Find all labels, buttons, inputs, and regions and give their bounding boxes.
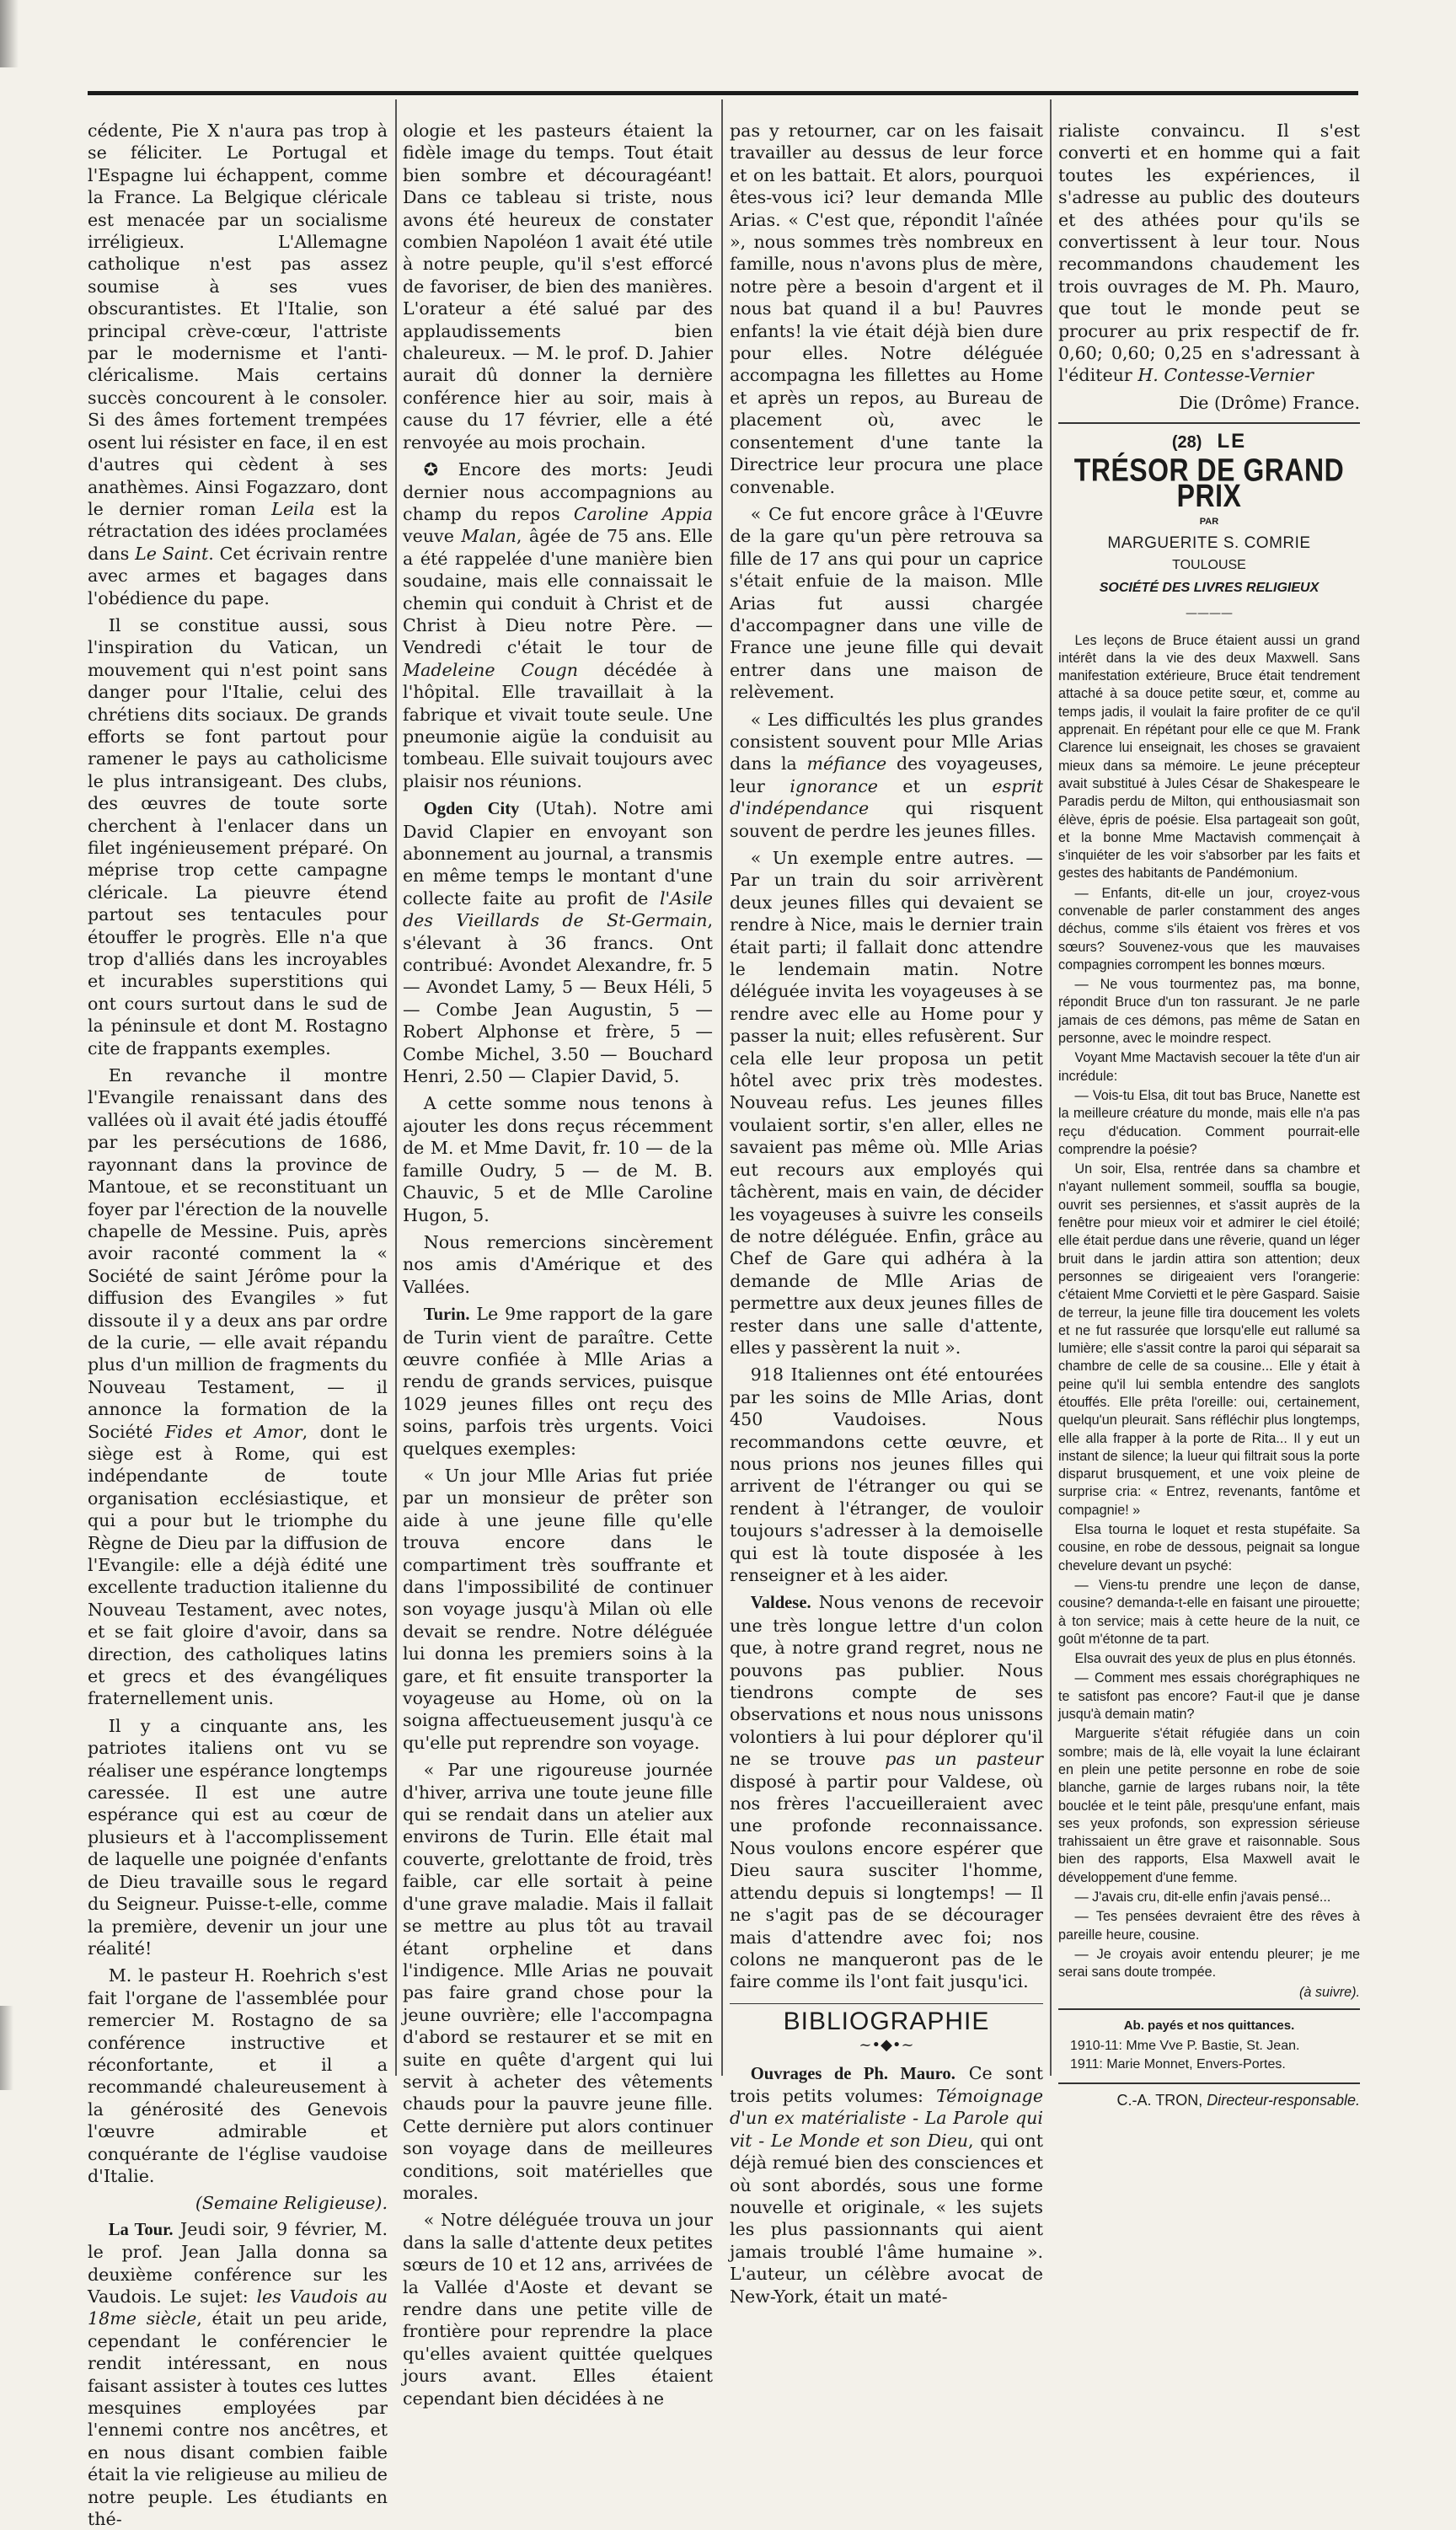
feuilleton-article: LE (1217, 430, 1247, 453)
place-heading: Ogden City (423, 800, 520, 819)
column-divider (721, 99, 723, 2076)
article-paragraph: Nous remercions sincèrement nos amis d'Amérique et des Vallées. (403, 1231, 713, 1297)
article-paragraph: M. le pasteur H. Roehrich s'est fait l'organe de l'assemblée pour remercier M. Rostagno de sa conférence instructive et réconfortante, et il a recommandé chaleureusement à la générosité des Genevois l'œuvre admirable et conquérante de l'église vaudoise d'Italie. (88, 1965, 388, 2186)
article-paragraph: « Par une rigoureuse journée d'hiver, arriva une toute jeune fille qui se rendait dans un atelier aux environs de Turin. Elle était mal couverte, grelottante de froid, très faible, car elle sortait à peine d'une grave maladie. Mais il fallait se mettre au plus tôt au travail étant orpheline et dans l'indigence. Mlle Arias ne pouvait pas faire grand chose pour la jeune ouvrière; elle l'accompagna d'abord se restaurer et se mit en suite en quête d'argent qui lui servit à acheter des vêtements chauds pour la pauvre jeune fille. Cette dernière put alors continuer son voyage dans de meilleures conditions, soit matérielles que morales. (403, 1760, 713, 2203)
feuilleton-publisher: SOCIÉTÉ DES LIVRES RELIGIEUX (1099, 580, 1320, 595)
feuilleton-paragraph: — Viens-tu prendre une leçon de danse, cousine? demanda-t-elle en faisant une pirouette; à ton service; mais à cette heure de la nuit, ce goût m'étonne de ta part. (1058, 1577, 1360, 1647)
article-paragraph: « Les difficultés les plus grandes consistent souvent pour Mlle Arias dans la méfiance des voyageuses, leur ignorance et un esprit d'indépendance qui risquent souvent de perdre les jeunes filles. (730, 709, 1044, 841)
section-title-bibliographie: BIBLIOGRAPHIE (730, 2003, 1043, 2033)
feuilleton-paragraph: — Enfants, dit-elle un jour, croyez-vous convenable de parler constamment des anges déchus, comme s'ils étaient vos frères et vos sœurs? Souvenez-vous que les mauvaises compagnies corrompent les bonnes mœurs. (1058, 885, 1360, 973)
feuilleton-body (1058, 632, 1360, 2002)
article-paragraph: ologie et les pasteurs étaient la fidèle image du temps. Tout était bien sombre et découragéant! Dans ce tableau si triste, nous avons été heureux de constater combien Napoléon 1 avait été utile à notre peuple, qu'il s'est efforcé de favoriser, de bien des manières. L'orateur a été salué par des applaudissements bien chaleureux. — M. le prof. D. Jahier aurait dû donner la dernière conférence hier au soir, mais à cause du 17 février, elle a été renvoyée au mois prochain. (403, 121, 713, 453)
article-paragraph: rialiste convaincu. Il s'est converti et en homme qui a fait toutes les expériences, il s'adresse au public des douteurs et des athées pour qu'ils se convertissent à leur tour. Nous recommandons chaudement les trois ouvrages de M. Ph. Mauro, que tout le monde peut se procurer au prix respectif de fr. 0,60; 0,60; 0,25 en s'adressant à l'éditeur H. Contesse-Vernier (1058, 121, 1360, 386)
feuilleton-paragraph: — Vois-tu Elsa, dit tout bas Bruce, Nanette est la meilleure créature du monde, mais elle n'a pas reçu d'éducation. Comment pourrait-elle comprendre la poésie? (1058, 1087, 1360, 1157)
article-paragraph: « Un jour Mlle Arias fut priée par un monsieur de prêter son aide à une jeune fille qu'elle trouva encore dans le compartiment très souffrante et dans l'impossibilité de continuer son voyage jusqu'à Milan où elle devait se rendre. Notre déléguée lui donna les premiers soins à la gare, et fit ensuite transporter la voyageuse au Home, où on la soigna affectueusement jusqu'à ce qu'elle put reprendre son voyage. (403, 1465, 713, 1753)
article-paragraph: 918 Italiennes ont été entourées par les soins de Mlle Arias, dont 450 Vaudoises. Nous recommandons cette œuvre, et nous prions nos jeunes filles qui arrivent de l'étranger ou qui se rendent à l'étranger, de vouloir toujours s'adresser à la demoiselle qui est là toute disposée à les renseigner et à les aider. (730, 1364, 1043, 1585)
feuilleton-paragraph: — Tes pensées devraient être des rêves à pareille heure, cousine. (1058, 1909, 1360, 1943)
column-2 (403, 120, 714, 2409)
place-heading: La Tour. (108, 2220, 174, 2239)
feuilleton-paragraph: Elsa tourna le loquet et resta stupéfaite. Sa cousine, en robe de dessous, peignait sa longue chevelure devant un psyché: (1058, 1522, 1360, 1573)
subscription-line: 1910-11: Mme Vve P. Bastie, St. Jean. (1070, 2039, 1300, 2054)
article-paragraph: Il y a cinquante ans, les patriotes italiens ont vu se réaliser une espérance longtemps caressée. Il est une autre espérance qui est au cœur de plusieurs et à l'accomplissement de laquelle une poignée d'enfants de Dieu travaille sous le regard du Seigneur. Puisse-t-elle, comme la première, devenir un jour une réalité! (88, 1715, 388, 1959)
ornament-divider-icon: ~•◆•~ (859, 2036, 914, 2055)
column-4 (1058, 120, 1360, 2109)
source-citation: (Semaine Religieuse). (195, 2193, 388, 2214)
section-bullet-icon: ✪ (423, 459, 438, 480)
publisher-address: Die (Drôme) France. (1179, 392, 1360, 413)
article-paragraph: « Un exemple entre autres. — Par un train du soir arrivèrent deux jeunes filles qui devaient se rendre à Nice, mais le dernier train était parti; il fallait donc attendre le lendemain matin. Notre déléguée invita les voyageuses à se rendre avec elle au Home pour y passer la nuit; elles refusèrent. Sur cela elle leur proposa un petit hôtel avec prix très modestes. Nouveau refus. Les jeunes filles voulaient sortir, s'en aller, elles ne savaient pas même où. Mlle Arias eut recours aux employés qui tâchèrent, mais en vain, de décider les voyageuses à suivre les conseils de notre déléguée. Enfin, grâce au Chef de Gare qui adhéra à la demande de Mlle Arias de permettre aux deux jeunes filles de rester dans une salle d'attente, elles y passèrent la nuit ». (730, 848, 1044, 1358)
feuilleton-paragraph: — Comment mes essais chorégraphiques ne te satisfont pas encore? Faut-il que je danse jusqu'à demain matin? (1058, 1670, 1360, 1723)
feuilleton-paragraph: Marguerite s'était réfugiée dans un coin sombre; mais de là, elle voyait la lune éclairant en plein une petite personne en robe de soie blanche, garnie de larges rubans noir, la tête bouclée et le teint pâle, presqu'une enfant, mais ses yeux profonds, son expression sérieuse trahissaient un être grave et raisonnable. Sous bien des rapports, Elsa Maxwell avait le développement d'une femme. (1058, 1726, 1360, 1885)
feuilleton-paragraph: Elsa ouvrait des yeux de plus en plus étonnés. (1074, 1651, 1357, 1667)
feuilleton-by: PAR (1199, 516, 1219, 527)
feuilleton-paragraph: Voyant Mme Mactavish secouer la tête d'un air incrédule: (1058, 1050, 1360, 1084)
column-3 (730, 120, 1044, 2307)
article-paragraph: ✪ Encore des morts: Jeudi dernier nous accompagnions au champ du repos Caroline Appia veuve Malan, âgée de 75 ans. Elle a été rappelée d'une manière bien soudaine, mais elle connaissait le chemin qui conduit à Christ et de Christ à Dieu notre Père. — Vendredi c'était le tour de Madeleine Cougn décédée à l'hôpital. Elle travaillait à la fabrique et vivait toute seule. Une pneumonie aigüe la conduisit au tombeau. Elle suivait toujours avec plaisir nos réunions. (403, 459, 713, 791)
editor-signature: C.-A. TRON, Directeur-responsable. (1058, 2082, 1360, 2111)
feuilleton-rule (1058, 422, 1360, 424)
article-paragraph: « Notre déléguée trouva un jour dans la salle d'attente deux petites sœurs de 10 et 12 ans, arrivées de la Vallée d'Aoste et devant se rendre dans une petite ville de frontière pour reprendre la place qu'elles avaient quittée quelques jours avant. Elles étaient cependant bien décidées à ne (403, 2210, 713, 2409)
column-divider (1050, 99, 1052, 2076)
news-item-turin: Turin. Le 9me rapport de la gare de Turin vient de paraître. Cette œuvre confiée à Mlle Arias a rendu de grands services, puisque 1029 jeunes filles ont reçu des soins, parfois très urgents. Voici quelques exemples: (403, 1304, 713, 1459)
article-paragraph: En revanche il montre l'Evangile renaissant dans des vallées où il avait été jadis étouffé par les persécutions de 1686, rayonnant dans la province de Mantoue, et se reconstituant un foyer par l'érection de la nouvelle chapelle de Messine. Puis, après avoir raconté comment la « Société de saint Jérôme pour la diffusion des Evangiles » fut dissoute il y a deux ans par ordre de la curie, — elle avait répandu plus d'un million de fragments du Nouveau Testament, — il annonce la formation de la Société Fides et Amor, dont le siège est à Rome, qui est indépendante de toute organisation ecclésiastique, et qui a pour but le triomphe du Règne de Dieu par la diffusion de l'Evangile: elle a déjà édité une excellente traduction italienne du Nouveau Testament, avec notes, et se fait gloire d'avoir, dans sa direction, des catholiques latins et grecs et des évangéliques fraternellement unis. (88, 1065, 388, 1709)
subscriptions-title: Ab. payés et nos quittances. (1058, 2008, 1360, 2037)
to-be-continued: (à suivre). (1299, 1984, 1360, 2000)
feuilleton-paragraph: Un soir, Elsa, rentrée dans sa chambre et n'ayant nullement sommeil, souffla sa bougie, ouvrit ses persiennes, et s'assit auprès de la fenêtre pour mieux voir et admirer le ciel étoilé; elle était perdue dans une rêverie, quand un léger bruit dans le jardin attira son attention; deux personnes se dirigeaient vers l'orangerie: c'étaient Mme Corvietti et le père Gaspard. Saisie de terreur, la jeune fille tira doucement les volets et ne fut rassurée que lorsqu'elle eut rallumé sa lumière; elle s'assit contre la paroi qui séparait sa chambre de celle de sa cousine... Elle y était à peine qu'il lui sembla entendre des sanglots étouffés. Elle prêta l'oreille: oui, certainement, quelqu'un pleurait. Sans réfléchir plus longtemps, elle alla frapper à la porte de Rita... Il y eut un instant de silence; la lueur qui filtrait sous la porte disparut brusquement, et une voix pleine de surprise cria: « Entrez, revenants, fantôme et compagnie! » (1058, 1161, 1360, 1518)
feuilleton-paragraph: — Ne vous tourmentez pas, ma bonne, répondit Bruce d'un ton rassurant. Je ne parle jamais de ces démons, pas même de Satan en personne, avec le moindre respect. (1058, 977, 1360, 1047)
feuilleton-author: MARGUERITE S. COMRIE (1107, 533, 1311, 552)
feuilleton-header (1058, 431, 1360, 453)
news-item-ogden-city: Ogden City (Utah). Notre ami David Clapier en envoyant son abonnement au journal, a transmis en même temps le montant d'une collecte faite au profit de l'Asile des Vieillards de St-Germain, s'élevant à 36 francs. Ont contribué: Avondet Alexandre, fr. 5 — Avondet Lamy, 5 — Beux Héli, 5 — Combe Jean Augustin, 5 — Robert Alphonse et frère, 5 — Combe Michel, 3.50 — Bouchard Henri, 2.50 — Clapier David, 5. (403, 798, 714, 1087)
book-review: Ouvrages de Ph. Mauro. Ce sont trois petits volumes: Témoignage d'un ex matérialiste - La Parole qui vit - Le Monde et son Dieu, qui ont déjà remué bien des consciences et où sont abordés, sous une forme nouvelle et originale, « les sujets les plus passionnants qui aient jamais troublé l'âme humaine ». L'auteur, un célèbre avocat de New-York, était un maté- (730, 2062, 1044, 2307)
feuilleton-paragraph: — J'avais cru, dit-elle enfin j'avais pensé... (1074, 1889, 1331, 1906)
place-heading: Turin. (423, 1305, 470, 1325)
feuilleton-paragraph: — Je croyais avoir entendu pleurer; je me serai sans doute trompée. (1058, 1946, 1360, 1981)
feuilleton-dash: ———— (1186, 607, 1233, 621)
article-paragraph: cédente, Pie X n'aura pas trop à se féliciter. Le Portugal et l'Espagne lui échappent, comme la France. La Belgique cléricale est menacée par un socialisme irréligieux. L'Allemagne catholique n'est pas assez soumise à ses vues obscurantistes. Et l'Italie, son principal crève-cœur, l'attriste par le modernisme et l'anti-cléricalisme. Mais certains succès concourent à le consoler. Si des âmes fortement trempées osent lui résister en face, il en est d'autres qui cèdent à ses anathèmes. Ainsi Fogazzaro, dont le dernier roman Leila est la rétractation des idées proclamées dans Le Saint. Cet écrivain rentre avec armes et bagages dans l'obédience du pape. (88, 121, 388, 608)
article-paragraph: Il se constitue aussi, sous l'inspiration du Vatican, un mouvement qui n'est point sans danger pour l'Italie, celui des chrétiens dits sociaux. De grands efforts se font partout pour ramener le pays au catholicisme le plus intransigeant. Des clubs, des œuvres de toute sorte cherchent à l'enlacer dans un filet ingénieusement préparé. On méprise trop cette campagne cléricale. La pieuvre étend partout ses tentacules pour étouffer le progrès. Elle n'a que trop d'alliés dans les incroyables et incurables superstitions qui ont cours surtout dans le sud de la péninsule et dont M. Rostagno cite de frappants exemples. (88, 614, 388, 1059)
column-divider (395, 99, 397, 2076)
article-paragraph: « Ce fut encore grâce à l'Œuvre de la gare qu'un père retrouva sa fille de 17 ans qui pour un caprice s'était enfuie de la maison. Mlle Arias fut aussi chargée d'accompagner dans une ville de France une jeune fille qui devait entrer dans une maison de relèvement. (730, 503, 1043, 703)
feuilleton-city: TOULOUSE (1172, 558, 1246, 573)
news-item-valdese: Valdese. Nous venons de recevoir une très longue lettre d'un colon que, à notre grand regret, nous ne pouvons pas publier. Nous tiendrons compte de ses observations et nous nous unissons volontiers à lui pour déplorer qu'il ne se trouve pas un pasteur disposé à partir pour Valdese, où nos frères l'accueilleraient avec une profonde reconnaissance. Nous voulons encore espérer que Dieu saura susciter l'homme, attendu depuis si longtemps! — Il ne s'agit pas de se décourager mais d'attendre avec foi; nos colons ne manqueront pas de le faire comme ils l'ont fait jusqu'ici. (730, 1592, 1044, 1992)
feuilleton-title: TRÉSOR DE GRAND PRIX (1073, 452, 1345, 514)
page-edge-mark (0, 2006, 13, 2090)
place-heading: Valdese. (750, 1594, 811, 1613)
article-paragraph: pas y retourner, car on les faisait travailler au dessus de leur force et on les battait. Et alors, pourquoi êtes-vous ici? leur demanda Mlle Arias. « C'est que, répondit l'aînée », nous sommes très nombreux en famille, nous n'avons plus de mère, notre père a besoin d'argent et il nous bat quand il a bu! Pauvres enfants! la vie était déjà bien dure pour elles. Notre déléguée accompagna les fillettes au Home et après un repos, au Bureau de placement où, avec le consentement d'une tante la Directrice leur procura une place convenable. (730, 121, 1043, 497)
column-1 (88, 120, 388, 2530)
header-rule (88, 91, 1358, 95)
installment-number: (28) (1171, 433, 1202, 453)
feuilleton-paragraph: Les leçons de Bruce étaient aussi un grand intérêt dans la vie des deux Maxwell. Sans manifestation extérieure, Bruce était tendrement attaché à sa douce petite sœur, et, comme au temps jadis, il voulait la faire profiter de ce qu'il apprenait. En répétant pour elle ce que M. Frank Clarence lui enseignait, les choses se gravaient mieux dans sa mémoire. Le jeune précepteur avait substitué à Jules César de Shakespeare le Paradis perdu de Milton, qui enthousiasmait son élève, épris de poésie. Elsa partageait son goût, et la bonne Mme Mactavish commençait à s'inquiéter de les voir s'absorber par les faits et gestes des habitants de Pandémonium. (1058, 632, 1360, 882)
article-paragraph: A cette somme nous tenons à ajouter les dons reçus récemment de M. et Mme Davit, fr. 10 — de la famille Oudry, 5 — de M. B. Chauvic, 5 et de Mlle Caroline Hugon, 5. (403, 1093, 713, 1225)
review-heading: Ouvrages de Ph. Mauro. (750, 2064, 956, 2083)
page-edge-mark (0, 0, 19, 67)
subscription-line: 1911: Marie Monnet, Envers-Portes. (1070, 2057, 1286, 2072)
news-item-la-tour: La Tour. Jeudi soir, 9 février, M. le prof. Jean Jalla donna sa deuxième conférence sur les Vaudois. Le sujet: les Vaudois au 18me siècle, était un peu aride, cependant le conférencier le rendit intéressant, en nous faisant assister à toutes ces luttes mesquines employées par l'ennemi contre nos ancêtres, et en nous disant combien faible était la vie religieuse au milieu de notre peuple. Les étudiants en thé- (88, 2218, 388, 2530)
